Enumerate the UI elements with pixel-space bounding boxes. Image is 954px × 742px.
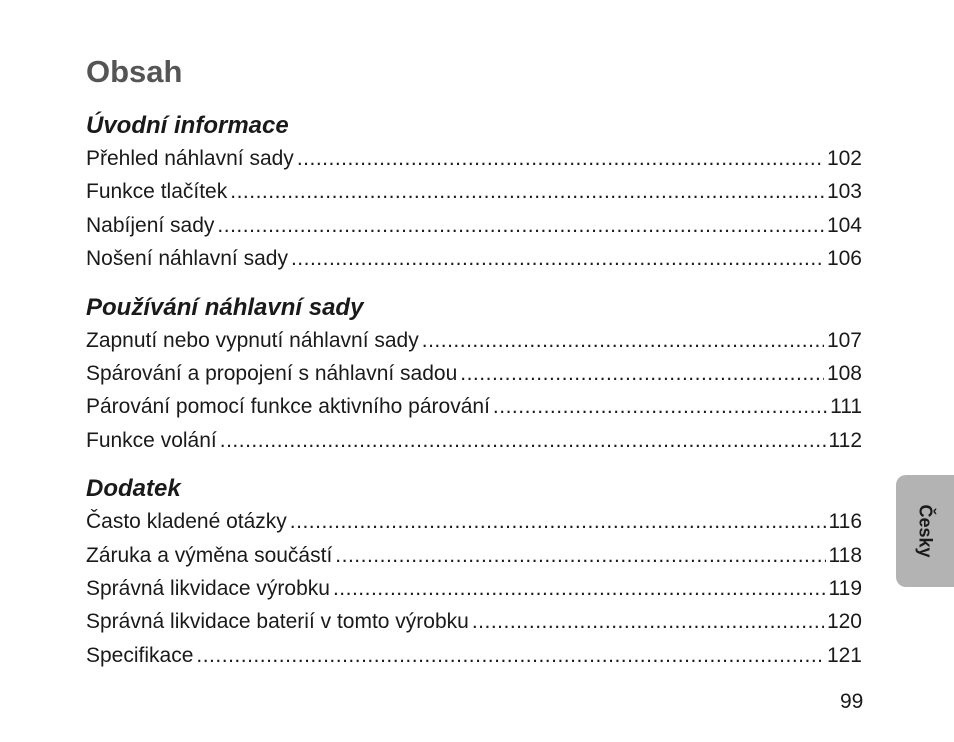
dot-leader	[290, 505, 826, 538]
toc-section-intro	[86, 110, 862, 276]
toc-entry-page: 106	[826, 247, 862, 271]
toc-entry-page: 107	[826, 328, 862, 352]
toc-entry-label: Nabíjení sady	[86, 213, 215, 237]
toc-entry-page: 120	[826, 610, 862, 634]
toc-entry-page: 103	[826, 180, 862, 204]
toc-entry-page: 121	[826, 643, 862, 667]
toc-entry[interactable]	[86, 324, 862, 357]
toc-entry[interactable]	[86, 242, 862, 275]
toc-list	[86, 142, 862, 276]
dot-leader	[196, 639, 824, 672]
toc-entry[interactable]	[86, 572, 862, 605]
section-heading: Úvodní informace	[86, 112, 289, 139]
toc-entry-label: Funkce tlačítek	[86, 180, 228, 204]
toc-entry[interactable]	[86, 209, 862, 242]
toc-entry[interactable]	[86, 142, 862, 175]
toc-entry[interactable]	[86, 175, 862, 208]
toc-entry-label: Často kladené otázky	[86, 510, 287, 534]
language-tab	[896, 475, 954, 587]
toc-entry-page: 116	[828, 510, 862, 534]
toc-entry-label: Přehled náhlavní sady	[86, 147, 294, 170]
toc-entry-label: Párování pomocí funkce aktivního párování	[86, 395, 490, 419]
toc-list	[86, 324, 862, 458]
toc-entry-label: Spárování a propojení s náhlavní sadou	[86, 361, 458, 385]
toc-entry-label: Zapnutí nebo vypnutí náhlavní sady	[86, 328, 419, 352]
dot-leader	[217, 209, 824, 242]
dot-leader	[335, 539, 825, 572]
dot-leader	[297, 142, 824, 175]
toc-entry-page: 108	[826, 361, 862, 385]
toc-entry-page: 104	[826, 213, 862, 237]
dot-leader	[472, 605, 824, 638]
toc-section-appendix	[86, 473, 862, 672]
toc-section-usage	[86, 292, 862, 458]
toc-entry[interactable]	[86, 639, 862, 672]
toc-entry-page: 112	[828, 428, 862, 452]
toc-entry-label: Správná likvidace baterií v tomto výrobku	[86, 610, 469, 634]
toc-entry-page: 111	[830, 395, 862, 419]
toc-entry-label: Funkce volání	[86, 428, 217, 452]
toc-entry[interactable]	[86, 357, 862, 390]
toc-list	[86, 505, 862, 672]
dot-leader	[333, 572, 826, 605]
toc-entry-label: Správná likvidace výrobku	[86, 576, 330, 600]
section-heading: Dodatek	[86, 475, 181, 503]
toc-entry-label: Záruka a výměna součástí	[86, 543, 333, 567]
toc-entry-page: 102	[826, 147, 862, 170]
language-tab-label: Česky	[915, 504, 936, 558]
toc-entry-page: 119	[828, 576, 862, 600]
dot-leader	[493, 390, 827, 423]
toc-entry[interactable]	[86, 424, 862, 457]
section-heading: Používání náhlavní sady	[86, 293, 364, 321]
dot-leader	[230, 175, 824, 208]
toc-entry-label: Specifikace	[86, 643, 194, 667]
page-number: 99	[840, 690, 864, 713]
toc-entry[interactable]	[86, 539, 862, 572]
dot-leader	[220, 424, 826, 457]
toc-entry[interactable]	[86, 390, 862, 423]
dot-leader	[460, 357, 824, 390]
table-of-contents	[86, 52, 862, 672]
page-title: Obsah	[86, 54, 183, 89]
toc-entry-page: 118	[828, 543, 862, 567]
toc-entry[interactable]	[86, 505, 862, 538]
dot-leader	[422, 324, 824, 357]
dot-leader	[291, 242, 824, 275]
toc-entry-label: Nošení náhlavní sady	[86, 247, 288, 271]
toc-entry[interactable]	[86, 605, 862, 638]
